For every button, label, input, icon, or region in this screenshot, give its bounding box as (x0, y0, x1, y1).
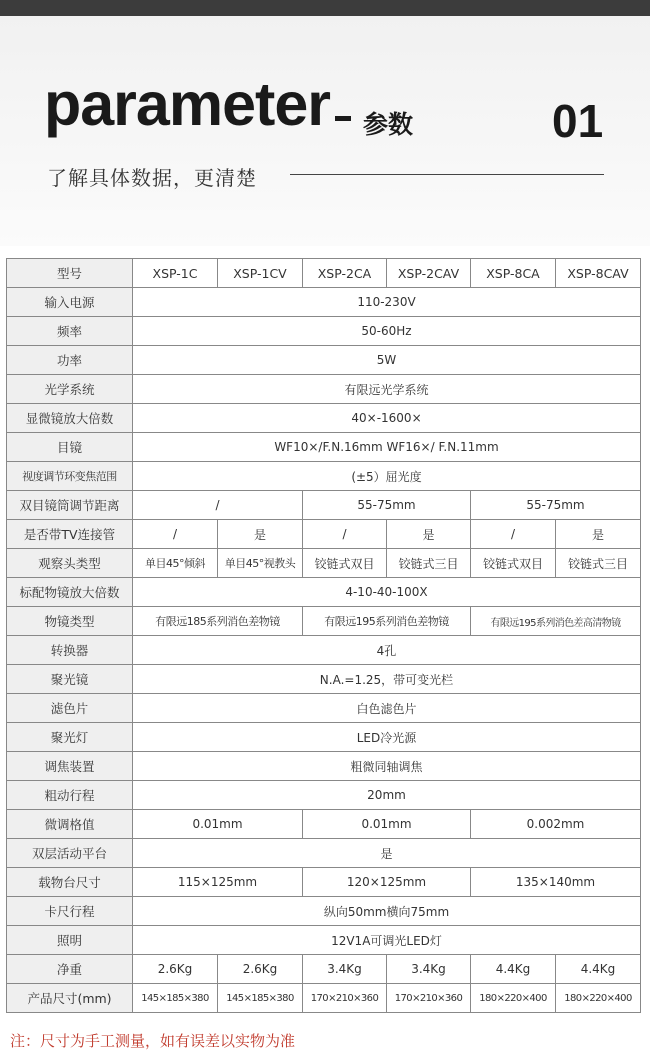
row-value: 180×220×400 (471, 984, 556, 1013)
spec-table (6, 258, 641, 1013)
row-value: / (133, 520, 218, 549)
row-value: 170×210×360 (303, 984, 387, 1013)
row-label: 视度调节环变焦范围 (7, 462, 133, 491)
row-label: 载物台尺寸 (7, 868, 133, 897)
row-value: 3.4Kg (303, 955, 387, 984)
table-row (7, 810, 641, 839)
table-row (7, 897, 641, 926)
row-label: 照明 (7, 926, 133, 955)
row-value: 3.4Kg (387, 955, 471, 984)
row-label: 光学系统 (7, 375, 133, 404)
row-value: 2.6Kg (218, 955, 303, 984)
row-value: 有限远195系列消色差高清物镜 (471, 607, 641, 636)
row-value: 145×185×380 (133, 984, 218, 1013)
row-value: 0.01mm (133, 810, 303, 839)
row-value: 5W (133, 346, 641, 375)
row-value: 是 (387, 520, 471, 549)
model-cell: XSP-2CAV (387, 259, 471, 288)
row-value: 纵向50mm横向75mm (133, 897, 641, 926)
row-value: 单目45°视教头 (218, 549, 303, 578)
page-title: parameter (44, 70, 330, 138)
table-row (7, 375, 641, 404)
table-row (7, 346, 641, 375)
row-label: 观察头类型 (7, 549, 133, 578)
row-label: 滤色片 (7, 694, 133, 723)
row-value: N.A.=1.25，带可变光栏 (133, 665, 641, 694)
subtitle-rule (290, 174, 604, 175)
table-row (7, 926, 641, 955)
table-row (7, 288, 641, 317)
row-value: 50-60Hz (133, 317, 641, 346)
table-row (7, 839, 641, 868)
row-label: 粗动行程 (7, 781, 133, 810)
row-value: 铰链式双目 (303, 549, 387, 578)
table-row (7, 752, 641, 781)
row-value: 0.002mm (471, 810, 641, 839)
row-value: 4.4Kg (471, 955, 556, 984)
row-label: 功率 (7, 346, 133, 375)
row-label: 标配物镜放大倍数 (7, 578, 133, 607)
table-row (7, 955, 641, 984)
row-value: 180×220×400 (556, 984, 641, 1013)
row-value: 是 (556, 520, 641, 549)
row-value: 铰链式三目 (387, 549, 471, 578)
table-row (7, 462, 641, 491)
table-row (7, 578, 641, 607)
table-row (7, 607, 641, 636)
table-row (7, 781, 641, 810)
row-value: 铰链式三目 (556, 549, 641, 578)
row-label: 输入电源 (7, 288, 133, 317)
row-label: 聚光镜 (7, 665, 133, 694)
row-value: 是 (133, 839, 641, 868)
model-cell: XSP-8CA (471, 259, 556, 288)
table-row (7, 665, 641, 694)
row-value: 120×125mm (303, 868, 471, 897)
row-label: 显微镜放大倍数 (7, 404, 133, 433)
page-title-chinese: 参数 (363, 110, 414, 139)
row-value: 12V1A可调光LED灯 (133, 926, 641, 955)
row-label: 双层活动平台 (7, 839, 133, 868)
table-row (7, 549, 641, 578)
row-value: 170×210×360 (387, 984, 471, 1013)
row-value: 有限远光学系统 (133, 375, 641, 404)
row-value: 55-75mm (471, 491, 641, 520)
row-value: 40×-1600× (133, 404, 641, 433)
row-label: 微调格值 (7, 810, 133, 839)
row-value: 有限远195系列消色差物镜 (303, 607, 471, 636)
model-cell: XSP-2CA (303, 259, 387, 288)
row-label: 聚光灯 (7, 723, 133, 752)
row-label: 频率 (7, 317, 133, 346)
row-label: 调焦装置 (7, 752, 133, 781)
row-value: LED冷光源 (133, 723, 641, 752)
row-value: 铰链式双目 (471, 549, 556, 578)
model-cell: XSP-1C (133, 259, 218, 288)
model-cell: XSP-8CAV (556, 259, 641, 288)
row-value: 115×125mm (133, 868, 303, 897)
table-row (7, 433, 641, 462)
table-row (7, 694, 641, 723)
page-subtitle: 了解具体数据，更清楚 (47, 166, 257, 190)
row-value: 单目45°倾斜 (133, 549, 218, 578)
table-row (7, 317, 641, 346)
row-value: 20mm (133, 781, 641, 810)
row-value: 有限远185系列消色差物镜 (133, 607, 303, 636)
model-cell: XSP-1CV (218, 259, 303, 288)
footnote: 注：尺寸为手工测量，如有误差以实物为准 (10, 1032, 296, 1050)
row-value: 白色滤色片 (133, 694, 641, 723)
row-label: 是否带TV连接管 (7, 520, 133, 549)
table-row (7, 404, 641, 433)
row-value: / (133, 491, 303, 520)
table-row (7, 520, 641, 549)
table-row (7, 868, 641, 897)
table-row (7, 636, 641, 665)
row-value: 135×140mm (471, 868, 641, 897)
row-value: 4-10-40-100X (133, 578, 641, 607)
row-label: 物镜类型 (7, 607, 133, 636)
header-label-model: 型号 (7, 259, 133, 288)
row-label: 目镜 (7, 433, 133, 462)
row-value: WF10×/F.N.16mm WF16×/ F.N.11mm (133, 433, 641, 462)
row-value: 是 (218, 520, 303, 549)
row-value: 145×185×380 (218, 984, 303, 1013)
row-label: 转换器 (7, 636, 133, 665)
row-label: 双目镜筒调节距离 (7, 491, 133, 520)
row-value: / (471, 520, 556, 549)
row-value: / (303, 520, 387, 549)
row-value: 55-75mm (303, 491, 471, 520)
top-bar (0, 0, 650, 16)
header-banner (0, 16, 650, 246)
row-value: 2.6Kg (133, 955, 218, 984)
row-value: 0.01mm (303, 810, 471, 839)
row-value: 粗微同轴调焦 (133, 752, 641, 781)
row-value: 110-230V (133, 288, 641, 317)
table-row (7, 984, 641, 1013)
table-header-row (7, 259, 641, 288)
row-value: 4孔 (133, 636, 641, 665)
row-label: 净重 (7, 955, 133, 984)
section-number: 01 (552, 95, 604, 147)
row-label: 产品尺寸(mm) (7, 984, 133, 1013)
table-row (7, 491, 641, 520)
row-value: (±5）屈光度 (133, 462, 641, 491)
row-value: 4.4Kg (556, 955, 641, 984)
table-row (7, 723, 641, 752)
row-label: 卡尺行程 (7, 897, 133, 926)
title-separator (335, 116, 351, 121)
